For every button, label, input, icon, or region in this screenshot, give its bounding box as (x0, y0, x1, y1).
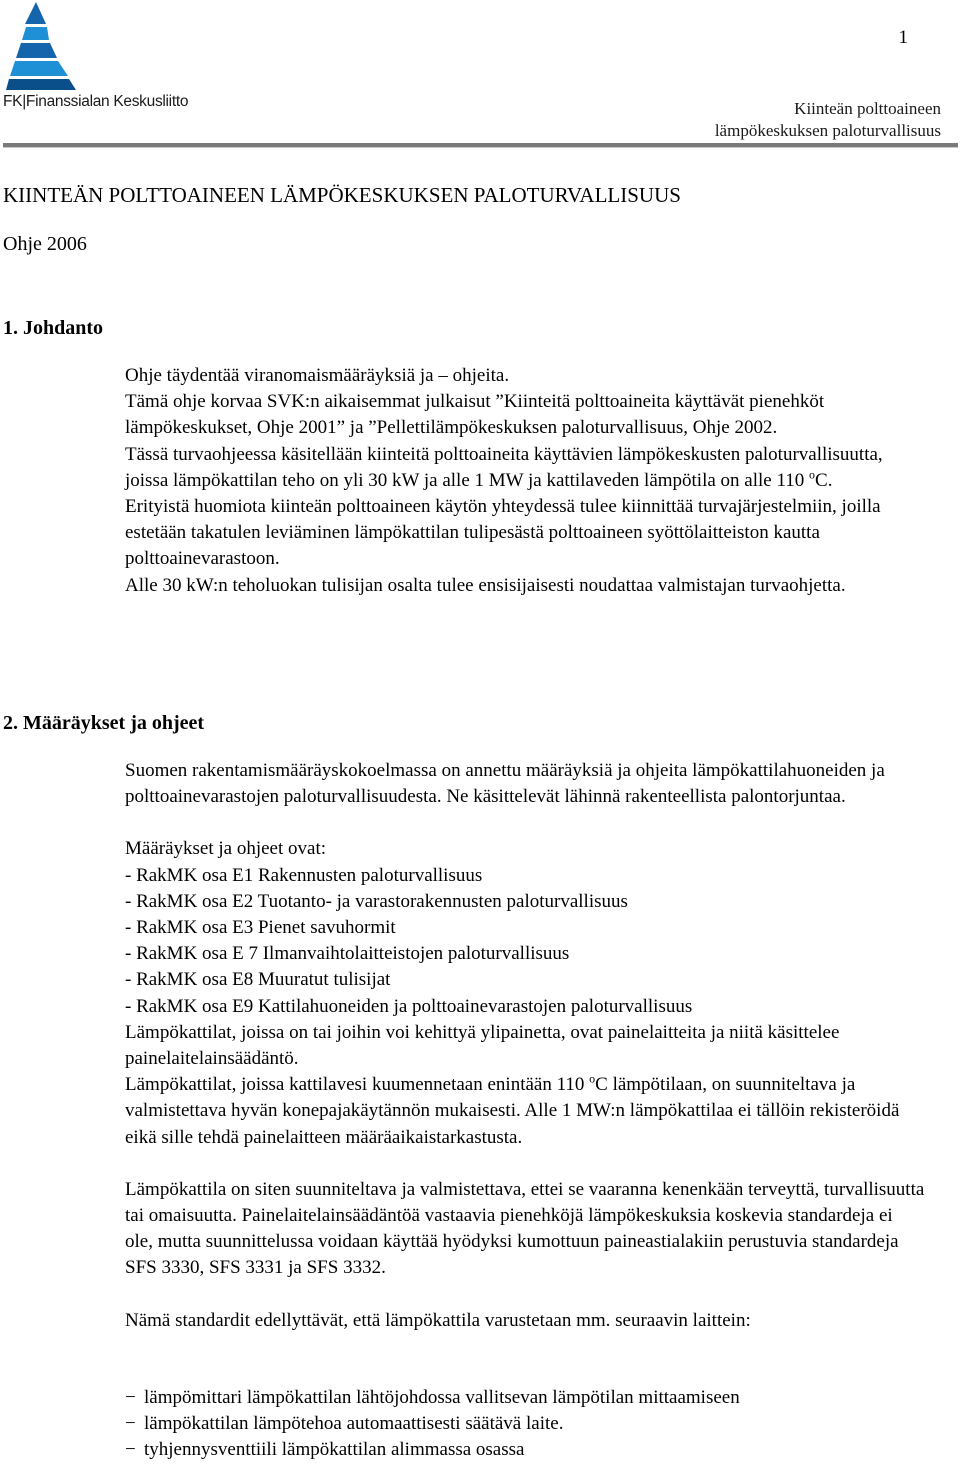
paragraph: Tämä ohje korvaa SVK:n aikaisemmat julkaisut ”Kiinteitä polttoaineita käyttävät pienehköt lämpökeskukset, Ohje 2001” ja ”Pellettilämpökeskuksen paloturvallisuus, Ohje 2002. (125, 391, 825, 439)
paragraph: Erityistä huomiota kiinteän polttoaineen käytön yhteydessä tulee kiinnittää turvajärjestelmiin, joilla estetään takatulen leviäminen lämpökattilan tulipesästä polttoaineen syöttölaitteiston kautta polttoainevarastoon. (125, 496, 881, 570)
regulations-list (125, 863, 925, 1020)
list-dash: − (125, 1413, 136, 1435)
header-divider (3, 143, 958, 148)
running-header-line-2: lämpökeskuksen paloturvallisuus (714, 121, 941, 140)
list-item (125, 1385, 945, 1411)
paragraph-text: Tässä turvaohjeessa käsitellään kiinteitä polttoaineita käyttävien lämpökeskusten paloturvallisuutta, joissa lämpökattilan teho on yli 30 kW ja alle 1 MW ja kattilaveden lämpötila on alle 110 (125, 443, 883, 491)
running-header-line-1: Kiinteän polttoaineen (794, 99, 941, 118)
list-item: - RakMK osa E 7 Ilmanvaihtolaitteistojen paloturvallisuus (125, 943, 570, 965)
equipment-list (125, 1385, 945, 1464)
list-item: - RakMK osa E3 Pienet savuhormit (125, 917, 396, 939)
list-item: - RakMK osa E1 Rakennusten paloturvallisuus (125, 864, 483, 886)
list-title: Määräykset ja ohjeet ovat: (125, 838, 327, 860)
list-item (125, 1411, 945, 1437)
list-item: - RakMK osa E8 Muuratut tulisijat (125, 969, 391, 991)
paragraph: Ohje täydentää viranomaismääräyksiä ja – ohjeita. (125, 365, 510, 386)
list-item: - RakMK osa E9 Kattilahuoneiden ja polttoainevarastojen paloturvallisuus (125, 995, 693, 1017)
paragraph: Lämpökattilat, joissa on tai joihin voi kehittyä ylipainetta, ovat painelaitteita ja niitä käsittelee painelaitelainsäädäntö. (125, 1021, 840, 1070)
section-heading-intro: 1. Johdanto (3, 317, 104, 339)
document-subtitle: Ohje 2006 (3, 233, 87, 255)
list-item-text: lämpömittari lämpökattilan lähtöjohdossa vallitsevan lämpötilan mittaamiseen (144, 1387, 740, 1408)
paragraph-text: Lämpökattilat, joissa kattilavesi kuumennetaan enintään 110 (125, 1074, 585, 1096)
paragraph: Suomen rakentamismääräyskokoelmassa on annettu määräyksiä ja ohjeita lämpökattilahuoneiden ja polttoainevarastojen paloturvallisuudesta. Ne käsittelevät lähinnä rakenteellista palontorjuntaa. (125, 760, 885, 808)
logo-text: FK|Finanssialan Keskusliitto (3, 93, 189, 110)
paragraph: Alle 30 kW:n teholuokan tulisijan osalta tulee ensisijaisesti noudattaa valmistajan turvaohjetta. (125, 574, 846, 596)
section-intro-body (125, 363, 925, 599)
paragraph-text-end: C lämpötilaan, on suunniteltava ja valmistettava hyvän konepajakäytännön mukaisesti. Alle 1 MW:n lämpökattilaa ei tällöin rekisteröidä eikä sille tehdä painelaitteen määräaikaistarkastusta. (125, 1074, 900, 1148)
list-item (125, 1437, 945, 1463)
list-item: - RakMK osa E2 Tuotanto- ja varastorakennusten paloturvallisuus (125, 890, 628, 912)
paragraph: Lämpökattila on siten suunniteltava ja valmistettava, ettei se vaaranna kenenkään terveyttä, turvallisuutta tai omaisuutta. Painelaitelainsäädäntöä vastaavia pienehköjä lämpökeskuksia koskevia standardeja ei ole, mutta suunnittelussa voidaan käyttää hyödyksi kumottuun paineastialakiin perustuvia standardeja SFS 3330, SFS 3331 ja SFS 3332. (125, 1178, 925, 1279)
paragraph-text-end: C. (815, 469, 833, 491)
section-heading-regulations: 2. Määräykset ja ohjeet (3, 712, 205, 734)
section-regulations-body (125, 758, 925, 1334)
paragraph (125, 1072, 925, 1151)
page-number: 1 (898, 27, 908, 48)
list-item-text: lämpökattilan lämpötehoa automaattisesti säätävä laite. (144, 1413, 564, 1435)
degree-superscript: o (809, 467, 816, 482)
list-dash: − (125, 1439, 136, 1461)
paragraph (125, 442, 925, 494)
list-item-text: tyhjennysventtiili lämpökattilan alimmassa osassa (144, 1439, 525, 1461)
document-title: KIINTEÄN POLTTOAINEEN LÄMPÖKESKUKSEN PALOTURVALLISUUS (3, 183, 681, 207)
degree-superscript: o (589, 1071, 596, 1086)
running-header (715, 98, 941, 142)
list-title: Nämä standardit edellyttävät, että lämpökattila varustetaan mm. seuraavin laittein: (125, 1309, 751, 1331)
logo-mark-icon (2, 0, 92, 92)
list-dash: − (125, 1387, 136, 1408)
